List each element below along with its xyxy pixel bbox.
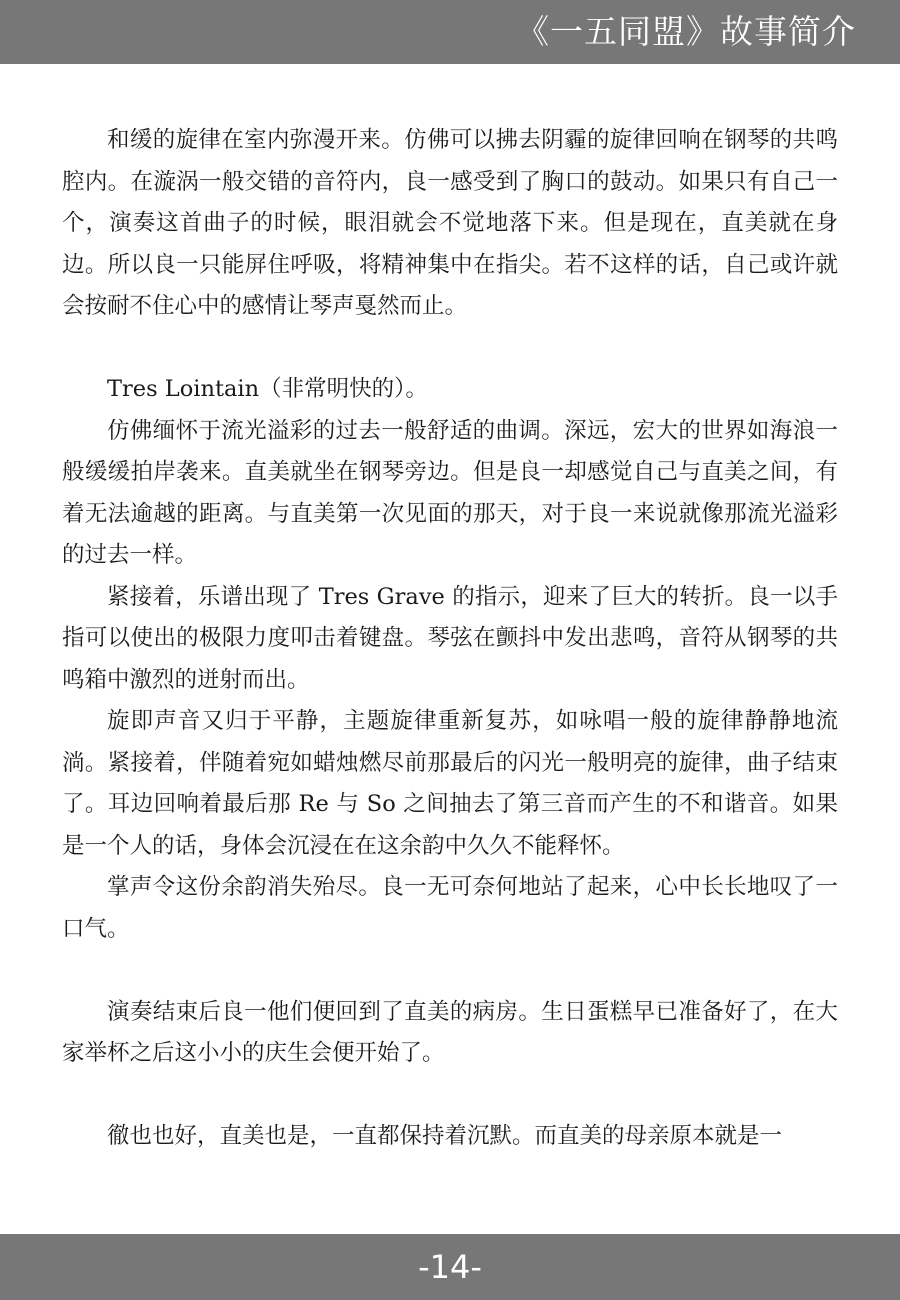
paragraph-3: 仿佛缅怀于流光溢彩的过去一般舒适的曲调。深远，宏大的世界如海浪一般缓缓拍岸袭来。直美就坐在钢琴旁边。但是良一却感觉自己与直美之间，有着无法逾越的距离。与直美第一次见面的那天，对于良一来说就像那流光溢彩的过去一样。 xyxy=(62,417,838,568)
paragraph-6: 掌声令这份余韵消失殆尽。良一无可奈何地站了起来，心中长长地叹了一口气。 xyxy=(62,874,838,942)
header-title: 《一五同盟》故事简介 xyxy=(516,12,856,51)
paragraph-8: 徹也也好，直美也是，一直都保持着沉默。而直美的母亲原本就是一 xyxy=(107,1123,783,1149)
paragraph-1: 和缓的旋律在室内弥漫开来。仿佛可以拂去阴霾的旋律回响在钢琴的共鸣腔内。在漩涡一般交错的音符内，良一感受到了胸口的鼓动。如果只有自己一个，演奏这首曲子的时候，眼泪就会不觉地落下来。但是现在，直美就在身边。所以良一只能屏住呼吸，将精神集中在指尖。若不这样的话，自己或许就会按耐不住心中的感情让琴声戛然而止。 xyxy=(62,127,838,319)
story-text xyxy=(62,120,838,1158)
paragraph-gap xyxy=(62,950,838,992)
paragraph-4: 紧接着，乐谱出现了 Tres Grave 的指示，迎来了巨大的转折。良一以手指可以使出的极限力度叩击着键盘。琴弦在颤抖中发出悲鸣，音符从钢琴的共鸣箱中激烈的迸射而出。 xyxy=(62,583,838,693)
footer-bar xyxy=(0,1234,900,1300)
paragraph-gap xyxy=(62,328,838,370)
paragraph-7: 演奏结束后良一他们便回到了直美的病房。生日蛋糕早已准备好了，在大家举杯之后这小小的庆生会便开始了。 xyxy=(62,998,838,1066)
paragraph-2: Tres Lointain（非常明快的）。 xyxy=(107,376,428,402)
paragraph-5: 旋即声音又归于平静，主题旋律重新复苏，如咏唱一般的旋律静静地流淌。紧接着，伴随着宛如蜡烛燃尽前那最后的闪光一般明亮的旋律，曲子结束了。耳边回响着最后那 Re 与 So 之间抽去了第三音而产生的不和谐音。如果是一个人的话，身体会沉浸在在这余韵中久久不能释怀。 xyxy=(62,708,838,859)
page-number: -14- xyxy=(418,1248,482,1286)
header-bar xyxy=(0,0,900,64)
paragraph-gap xyxy=(62,1075,838,1117)
